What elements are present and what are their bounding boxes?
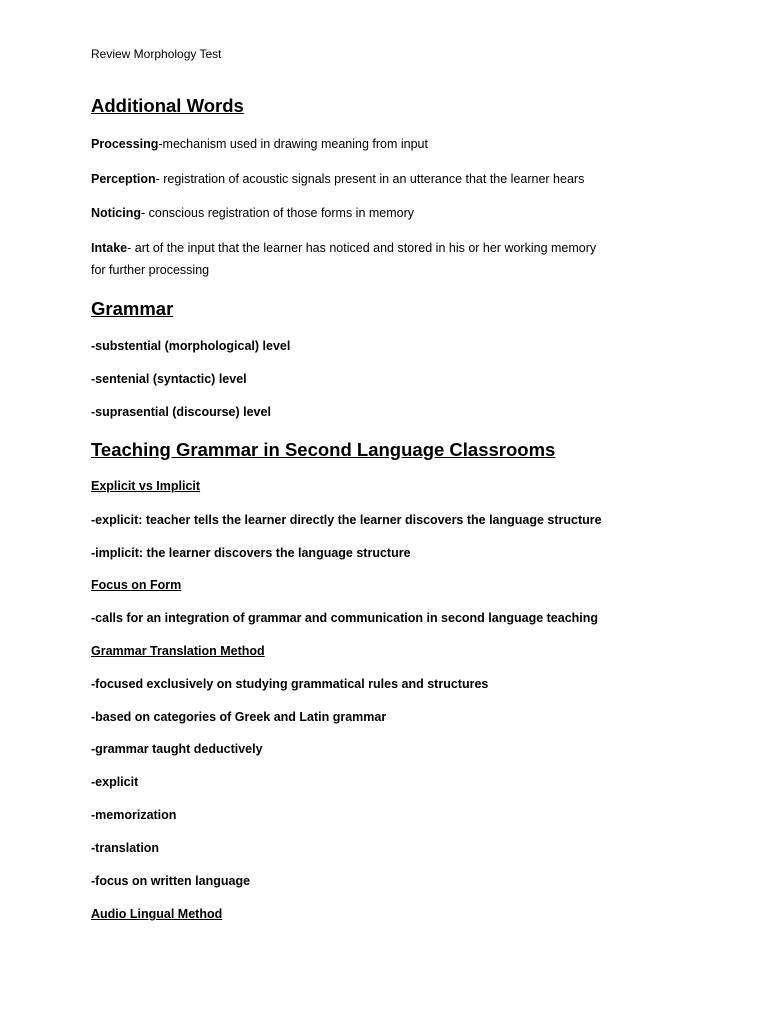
section-heading-teaching-grammar: Teaching Grammar in Second Language Classrooms	[91, 439, 556, 460]
definition-intake	[91, 240, 596, 256]
list-item: -focus on written language	[91, 874, 251, 888]
section-heading-additional-words: Additional Words	[91, 95, 244, 116]
definition-term: Noticing	[91, 206, 141, 220]
list-item: -based on categories of Greek and Latin grammar	[91, 710, 387, 724]
subsection-heading-focus-on-form: Focus on Form	[91, 578, 182, 592]
subsection-heading-explicit-vs-implicit: Explicit vs Implicit	[91, 479, 201, 493]
list-item: -explicit	[91, 775, 139, 789]
subsection-heading-grammar-translation-method: Grammar Translation Method	[91, 644, 265, 658]
list-item: -substential (morphological) level	[91, 339, 291, 353]
definition-noticing	[91, 205, 414, 221]
list-item: -translation	[91, 841, 160, 855]
definition-perception	[91, 171, 584, 187]
definition-text: -mechanism used in drawing meaning from input	[158, 137, 428, 151]
document-header: Review Morphology Test	[91, 47, 222, 61]
definition-intake-continuation: for further processing	[91, 263, 210, 277]
definition-processing	[91, 136, 428, 152]
list-item: -implicit: the learner discovers the language structure	[91, 546, 411, 560]
list-item: -suprasential (discourse) level	[91, 405, 271, 419]
definition-text: - art of the input that the learner has noticed and stored in his or her working memory	[127, 241, 597, 255]
list-item: -memorization	[91, 808, 177, 822]
list-item: -grammar taught deductively	[91, 742, 263, 756]
subsection-heading-audio-lingual-method: Audio Lingual Method	[91, 907, 223, 921]
list-item: -explicit: teacher tells the learner directly the learner discovers the language structure	[91, 513, 602, 527]
list-item: -focused exclusively on studying grammatical rules and structures	[91, 677, 489, 691]
list-item: -sentenial (syntactic) level	[91, 372, 247, 386]
list-item: -calls for an integration of grammar and communication in second language teaching	[91, 611, 599, 625]
definition-text: - conscious registration of those forms in memory	[141, 206, 415, 220]
definition-text: - registration of acoustic signals present in an utterance that the learner hears	[155, 172, 585, 186]
definition-term: Intake	[91, 241, 128, 255]
definition-term: Processing	[91, 137, 159, 151]
definition-term: Perception	[91, 172, 156, 186]
section-heading-grammar: Grammar	[91, 298, 174, 319]
